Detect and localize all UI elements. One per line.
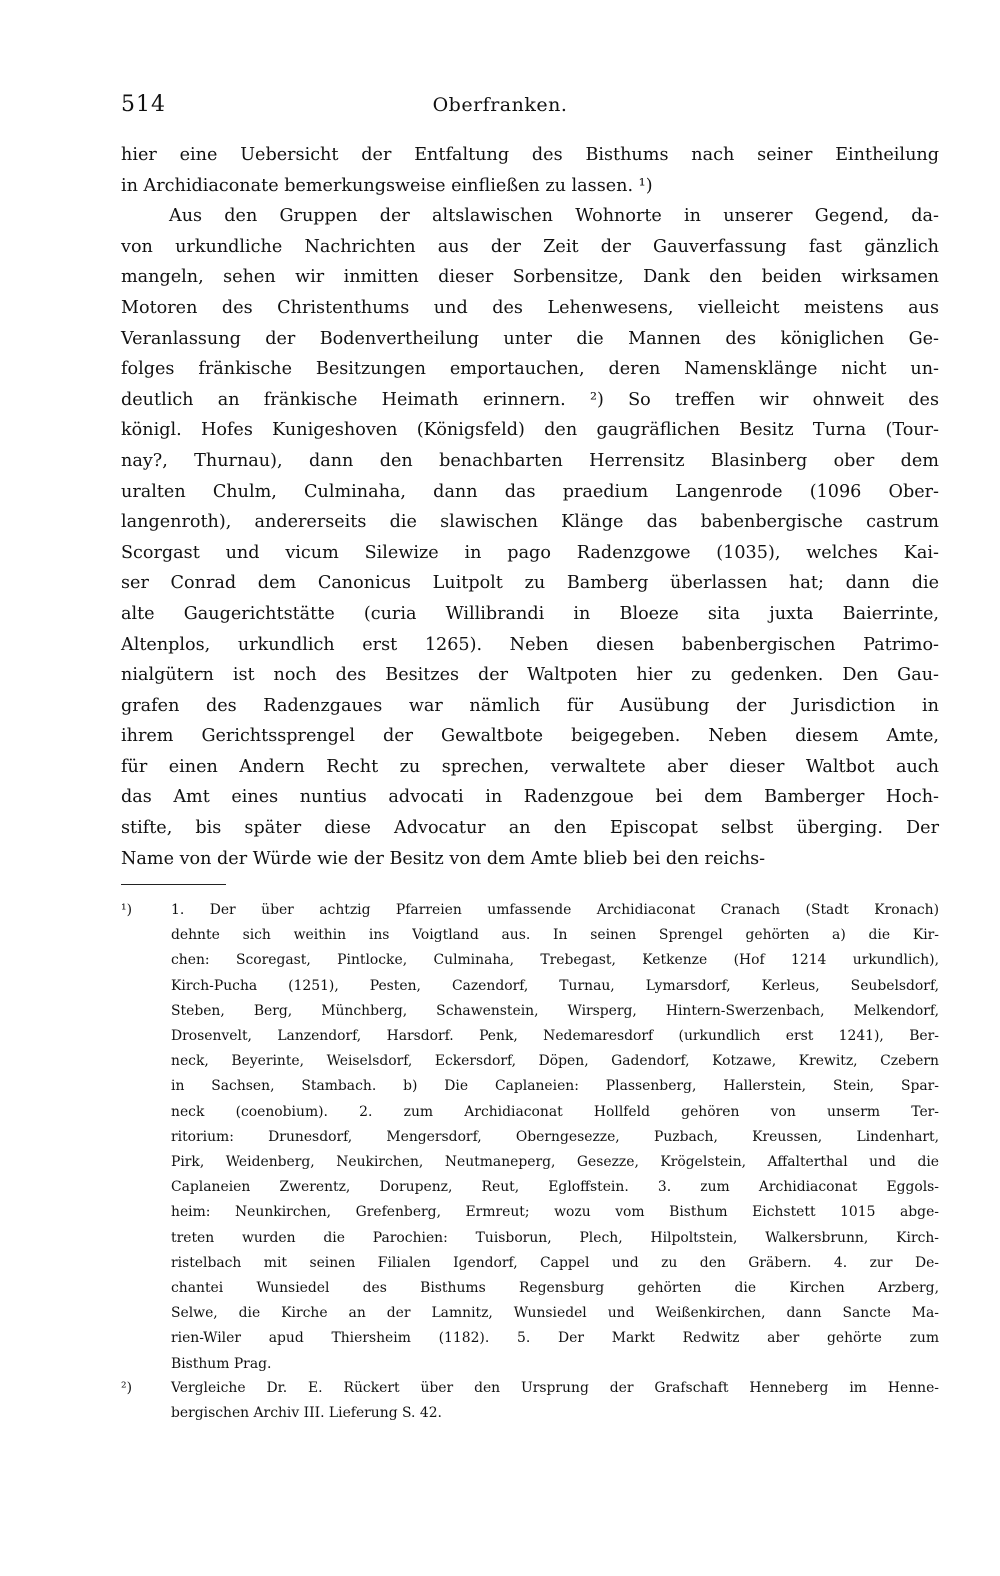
text-line: alte Gaugerichtstätte (curia Willibrandi in Bloeze sita juxta Baierrinte,	[121, 603, 939, 624]
text-line: deutlich an fränkische Heimath erinnern. ²) So treffen wir ohnweit des	[121, 389, 939, 410]
text-line: Selwe, die Kirche an der Lamnitz, Wunsiedel und Weißenkirchen, dann Sancte Ma-	[171, 1305, 939, 1322]
footnote-mark: ²)	[121, 1380, 132, 1396]
text-line: Caplaneien Zwerentz, Dorupenz, Reut, Egloffstein. 3. zum Archidiaconat Eggols-	[171, 1179, 939, 1196]
text-line: neck, Beyerinte, Weiselsdorf, Eckersdorf, Döpen, Gadendorf, Kotzawe, Krewitz, Czebern	[171, 1053, 939, 1070]
text-line: hier eine Uebersicht der Entfaltung des Bisthums nach seiner Eintheilung	[121, 145, 939, 165]
text-line: Altenplos, urkundlich erst 1265). Neben diesen babenbergischen Patrimo-	[121, 634, 939, 655]
text-line: ihrem Gerichtssprengel der Gewaltbote beigegeben. Neben diesem Amte,	[121, 726, 939, 747]
text-line: Scorgast und vicum Silewize in pago Radenzgowe (1035), welches Kai-	[121, 542, 939, 563]
text-line: chen: Scoregast, Pintlocke, Culminaha, Trebegast, Ketkenze (Hof 1214 urkundlich),	[171, 952, 939, 969]
text-line: in Archidiaconate bemerkungsweise einfließen zu lassen. ¹)	[121, 175, 653, 196]
text-line: ritorium: Drunesdorf, Mengersdorf, Oberngesezze, Puzbach, Kreussen, Lindenhart,	[171, 1128, 939, 1145]
text-line: ristelbach mit seinen Filialen Igendorf, Cappel und zu den Gräbern. 4. zur De-	[171, 1254, 939, 1271]
text-line: langenroth), andererseits die slawischen Klänge das babenbergische castrum	[121, 512, 939, 533]
text-line: von urkundliche Nachrichten aus der Zeit der Gauverfassung fast gänzlich	[121, 236, 939, 257]
text-line: uralten Chulm, Culminaha, dann das praedium Langenrode (1096 Ober-	[121, 481, 939, 502]
text-line: chantei Wunsiedel des Bisthums Regensburg gehörten die Kirchen Arzberg,	[171, 1280, 939, 1297]
text-line: nialgütern ist noch des Besitzes der Waltpoten hier zu gedenken. Den Gau-	[121, 665, 939, 686]
text-line: königl. Hofes Kunigeshoven (Königsfeld) den gaugräflichen Besitz Turna (Tour-	[121, 420, 939, 441]
footnote-1	[121, 898, 939, 1377]
text-line: treten wurden die Parochien: Tuisborun, Plech, Hilpoltstein, Walkersbrunn, Kirch-	[171, 1229, 939, 1246]
text-line: ser Conrad dem Canonicus Luitpolt zu Bamberg überlassen hat; dann die	[121, 573, 939, 594]
text-line: dehnte sich weithin ins Voigtland aus. In seinen Sprengel gehörten a) die Kir-	[171, 927, 939, 944]
footnote-mark: ¹)	[121, 902, 132, 918]
text-line: Name von der Würde wie der Besitz von dem Amte blieb bei den reichs-	[121, 848, 766, 869]
text-line: stifte, bis später diese Advocatur an den Episcopat selbst überging. Der	[121, 818, 939, 839]
main-text	[121, 140, 939, 874]
text-line: neck (coenobium). 2. zum Archidiaconat Hollfeld gehören von unserm Ter-	[171, 1103, 939, 1120]
page-number: 514	[121, 92, 166, 117]
footnote-body	[171, 1376, 939, 1426]
text-line: Kirch-Pucha (1251), Pesten, Cazendorf, Turnau, Lymarsdorf, Kerleus, Seubelsdorf,	[171, 977, 939, 994]
text-line: Bisthum Prag.	[171, 1355, 272, 1372]
footnote-separator	[121, 884, 226, 885]
text-line: bergischen Archiv III. Lieferung S. 42.	[171, 1405, 442, 1422]
text-line: 1. Der über achtzig Pfarreien umfassende Archidiaconat Cranach (Stadt Kronach)	[171, 902, 939, 918]
text-line: Aus den Gruppen der altslawischen Wohnorte in unserer Gegend, da-	[169, 206, 939, 227]
text-line: folges fränkische Besitzungen emportauchen, deren Namensklänge nicht un-	[121, 359, 939, 380]
text-line: für einen Andern Recht zu sprechen, verwaltete aber dieser Waltbot auch	[121, 756, 939, 777]
text-line: rien-Wiler apud Thiersheim (1182). 5. Der Markt Redwitz aber gehörte zum	[171, 1330, 939, 1347]
text-line: Motoren des Christenthums und des Lehenwesens, vielleicht meistens aus	[121, 297, 939, 318]
running-title: Oberfranken.	[432, 94, 568, 116]
text-line: nay?, Thurnau), dann den benachbarten Herrensitz Blasinberg ober dem	[121, 450, 939, 471]
text-line: das Amt eines nuntius advocati in Radenzgoue bei dem Bamberger Hoch-	[121, 787, 939, 808]
text-line: Veranlassung der Bodenvertheilung unter die Mannen des königlichen Ge-	[121, 328, 939, 349]
text-line: in Sachsen, Stambach. b) Die Caplaneien: Plassenberg, Hallerstein, Stein, Spar-	[171, 1078, 939, 1095]
text-line: mangeln, sehen wir inmitten dieser Sorbensitze, Dank den beiden wirksamen	[121, 267, 939, 288]
footnote-body	[171, 898, 939, 1377]
footnote-2	[121, 1376, 939, 1426]
text-line: Drosenvelt, Lanzendorf, Harsdorf. Penk, Nedemaresdorf (urkundlich erst 1241), Ber-	[171, 1028, 939, 1045]
text-line: Steben, Berg, Münchberg, Schawenstein, Wirsperg, Hintern-Swerzenbach, Melkendorf,	[171, 1002, 939, 1019]
text-line: Vergleiche Dr. E. Rückert über den Ursprung der Grafschaft Henneberg im Henne-	[171, 1380, 939, 1396]
text-line: heim: Neunkirchen, Grefenberg, Ermreut; wozu vom Bisthum Eichstett 1015 abge-	[171, 1204, 939, 1221]
text-line: grafen des Radenzgaues war nämlich für Ausübung der Jurisdiction in	[121, 695, 939, 716]
text-line: Pirk, Weidenberg, Neukirchen, Neutmaneperg, Gesezze, Krögelstein, Affalterthal und die	[171, 1154, 939, 1171]
